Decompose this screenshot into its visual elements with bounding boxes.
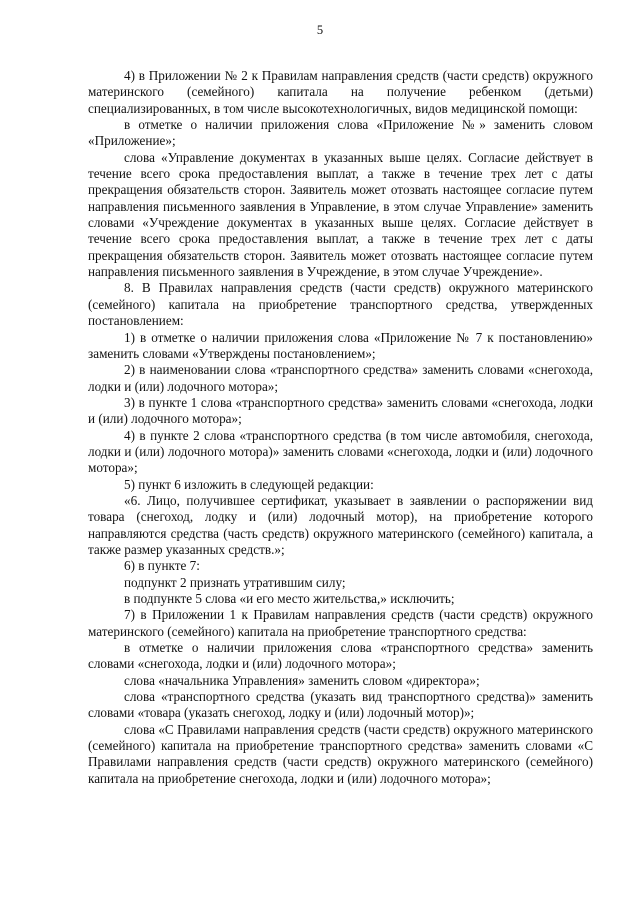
paragraph-sub-3: 3) в пункте 1 слова «транспортного средства» заменить словами «снегохода, лодки и (или) лодочного мотора»; bbox=[88, 394, 593, 427]
document-body bbox=[88, 68, 593, 787]
paragraph-consent-words: слова «Управление документах в указанных выше целях. Согласие действует в течение всего срока предоставления выплат, а также в течение трех лет с даты прекращения обязательств сторон. Заявитель может отозвать настоящее согласие путем направления письменного заявления в Управление, в этом случае Управление» заменить словами «Учреждение документах в указанных выше целях. Согласие действует в течение всего срока предоставления выплат, а также в течение трех лет с даты прекращения обязательств сторон. Заявитель может отозвать настоящее согласие путем направления письменного заявления в Учреждение, в этом случае Учреждение». bbox=[88, 149, 593, 280]
paragraph-sub-6-point-2: подпункт 2 признать утратившим силу; bbox=[124, 574, 346, 590]
paragraph-sub-7-appendix-1: 7) в Приложении 1 к Правилам направления средств (части средств) окружного материнского (семейного) капитала на приобретение транспортного средства: bbox=[88, 607, 593, 639]
paragraph-rules-reference-words: слова «С Правилами направления средств (части средств) окружного материнского (семейного) капитала на приобретение транспортного средства» заменить словами «С Правилами направления средств (части средств) окружного материнского (семейного) капитала на приобретение снегохода, лодки и (или) лодочного мотора»; bbox=[88, 721, 593, 786]
paragraph-sub-1: 1) в отметке о наличии приложения слова «Приложение № 7 к постановлению» заменить словами «Утверждены постановлением»; bbox=[88, 329, 593, 361]
page-number: 5 bbox=[316, 23, 324, 37]
paragraph-item-4-appendix-2: 4) в Приложении № 2 к Правилам направления средств (части средств) окружного материнского (семейного) капитала на получение ребенком (детьми) специализированных, в том числе высокотехнологичных, видов медицинской помощи: bbox=[88, 68, 593, 116]
paragraph-new-clause-6: «6. Лицо, получившее сертификат, указывает в заявлении о распоряжении вид товара (снегоход, лодку и (или) лодочный мотор), на приобретение которого направляются средства (часть средств) окружного материнского (семейного) капитала, а также размер указанных средств.»; bbox=[88, 492, 593, 557]
paragraph-item-8-vehicle-rules: 8. В Правилах направления средств (части средств) окружного материнского (семейного) капитала на приобретение транспортного средства, утвержденных постановлением: bbox=[88, 280, 593, 329]
paragraph-sub-4: 4) в пункте 2 слова «транспортного средства (в том числе автомобиля, снегохода, лодки и (или) лодочного мотора)» заменить словами «снегохода, лодки и (или) лодочного мотора»; bbox=[88, 427, 593, 476]
paragraph-vehicle-type-words: слова «транспортного средства (указать вид транспортного средства)» заменить словами «товара (указать снегоход, лодку и (или) лодочный мотор)»; bbox=[88, 689, 593, 721]
paragraph-head-words: слова «начальника Управления» заменить словом «директора»; bbox=[124, 672, 480, 688]
paragraph-sub-5: 5) пункт 6 изложить в следующей редакции: bbox=[124, 476, 374, 492]
paragraph-sub-2: 2) в наименовании слова «транспортного средства» заменить словами «снегохода, лодки и (или) лодочного мотора»; bbox=[88, 362, 593, 394]
paragraph-sub-6: 6) в пункте 7: bbox=[124, 558, 200, 574]
paragraph-appendix-1-mark: в отметке о наличии приложения слова «транспортного средства» заменить словами «снегохода, лодки и (или) лодочного мотора»; bbox=[88, 640, 593, 672]
paragraph-sub-6-point-5: в подпункте 5 слова «и его место жительства,» исключить; bbox=[124, 591, 455, 606]
paragraph-appendix-mark: в отметке о наличии приложения слова «Приложение №» заменить словом «Приложение»; bbox=[88, 117, 593, 149]
